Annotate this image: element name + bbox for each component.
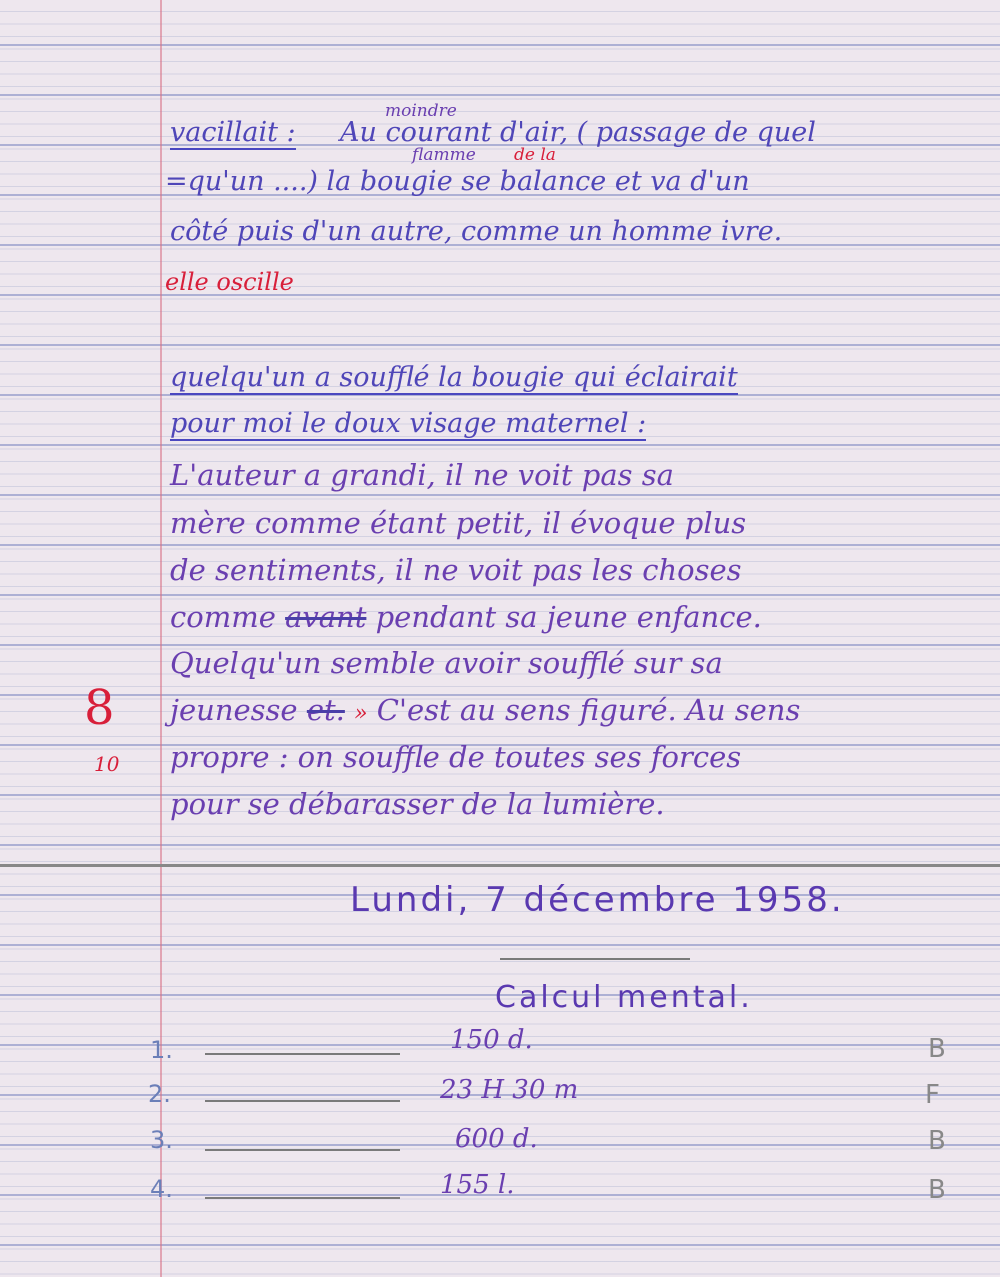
struck-word-et: et.	[306, 693, 345, 727]
line-6-rest: C'est au sens figuré. Au sens	[376, 693, 801, 727]
row-number-1: 1.	[150, 1036, 173, 1064]
struck-word-avant: avant	[285, 600, 367, 634]
answer-line-1: L'auteur a grandi, il ne voit pas sa	[170, 458, 674, 492]
word-jeunesse: jeunesse	[170, 693, 298, 727]
insert-mark: »	[354, 701, 368, 726]
entry2-heading-line2	[170, 408, 646, 439]
correction-dela: de la	[514, 145, 556, 165]
mark-4: B	[928, 1175, 946, 1205]
word-comme: comme	[170, 600, 276, 634]
page-fold	[0, 864, 1000, 867]
correction-moindre: moindre	[385, 101, 457, 121]
mark-3: B	[928, 1126, 946, 1156]
date-heading: Lundi, 7 décembre 1958.	[350, 880, 845, 920]
answer-line-2: mère comme étant petit, il évoque plus	[170, 506, 747, 540]
row-number-2: 2.	[148, 1080, 171, 1108]
row-number-4: 4.	[150, 1175, 173, 1203]
entry1-line1: Au courant d'air, ( passage de quel	[340, 117, 816, 148]
entry1-line2: =qu'un ....) la bougie se balance et va d'un	[165, 166, 750, 197]
answer-line-3: de sentiments, il ne voit pas les choses	[170, 553, 742, 587]
title-separator	[500, 958, 690, 960]
answer-line-5: Quelqu'un semble avoir soufflé sur sa	[170, 646, 723, 680]
line-4-rest: pendant sa jeune enfance.	[375, 600, 762, 634]
quote-heading-1: quelqu'un a soufflé la bougie qui éclairait	[170, 362, 738, 393]
answer-line-6	[170, 693, 800, 727]
answer-blank-1	[205, 1053, 400, 1055]
entry2-heading-line1	[170, 362, 738, 393]
answer-line-7: propre : on souffle de toutes ses forces	[170, 740, 742, 774]
vocab-word-vacillait: vacillait :	[170, 117, 296, 148]
mental-answer-1: 150 d.	[450, 1025, 533, 1055]
entry1-term	[170, 117, 296, 148]
answer-line-4	[170, 600, 762, 634]
answer-blank-2	[205, 1100, 400, 1102]
entry1-line3: côté puis d'un autre, comme un homme ivre.	[170, 216, 783, 247]
correction-flamme: flamme	[412, 145, 476, 165]
grade-mark: 8	[84, 680, 115, 736]
mark-2: F	[925, 1080, 940, 1110]
answer-line-8: pour se débarasser de la lumière.	[170, 787, 665, 821]
mental-answer-4: 155 l.	[440, 1170, 515, 1200]
row-number-3: 3.	[150, 1126, 173, 1154]
grade-denominator: 10	[94, 752, 120, 776]
quote-heading-2: pour moi le doux visage maternel :	[170, 408, 647, 439]
answer-blank-4	[205, 1197, 400, 1199]
mental-answer-3: 600 d.	[455, 1124, 538, 1154]
correction-elle-oscille: elle oscille	[165, 268, 294, 296]
mark-1: B	[928, 1034, 946, 1064]
calcul-title: Calcul mental.	[495, 980, 753, 1015]
mental-answer-2: 23 H 30 m	[440, 1075, 579, 1105]
answer-blank-3	[205, 1149, 400, 1151]
